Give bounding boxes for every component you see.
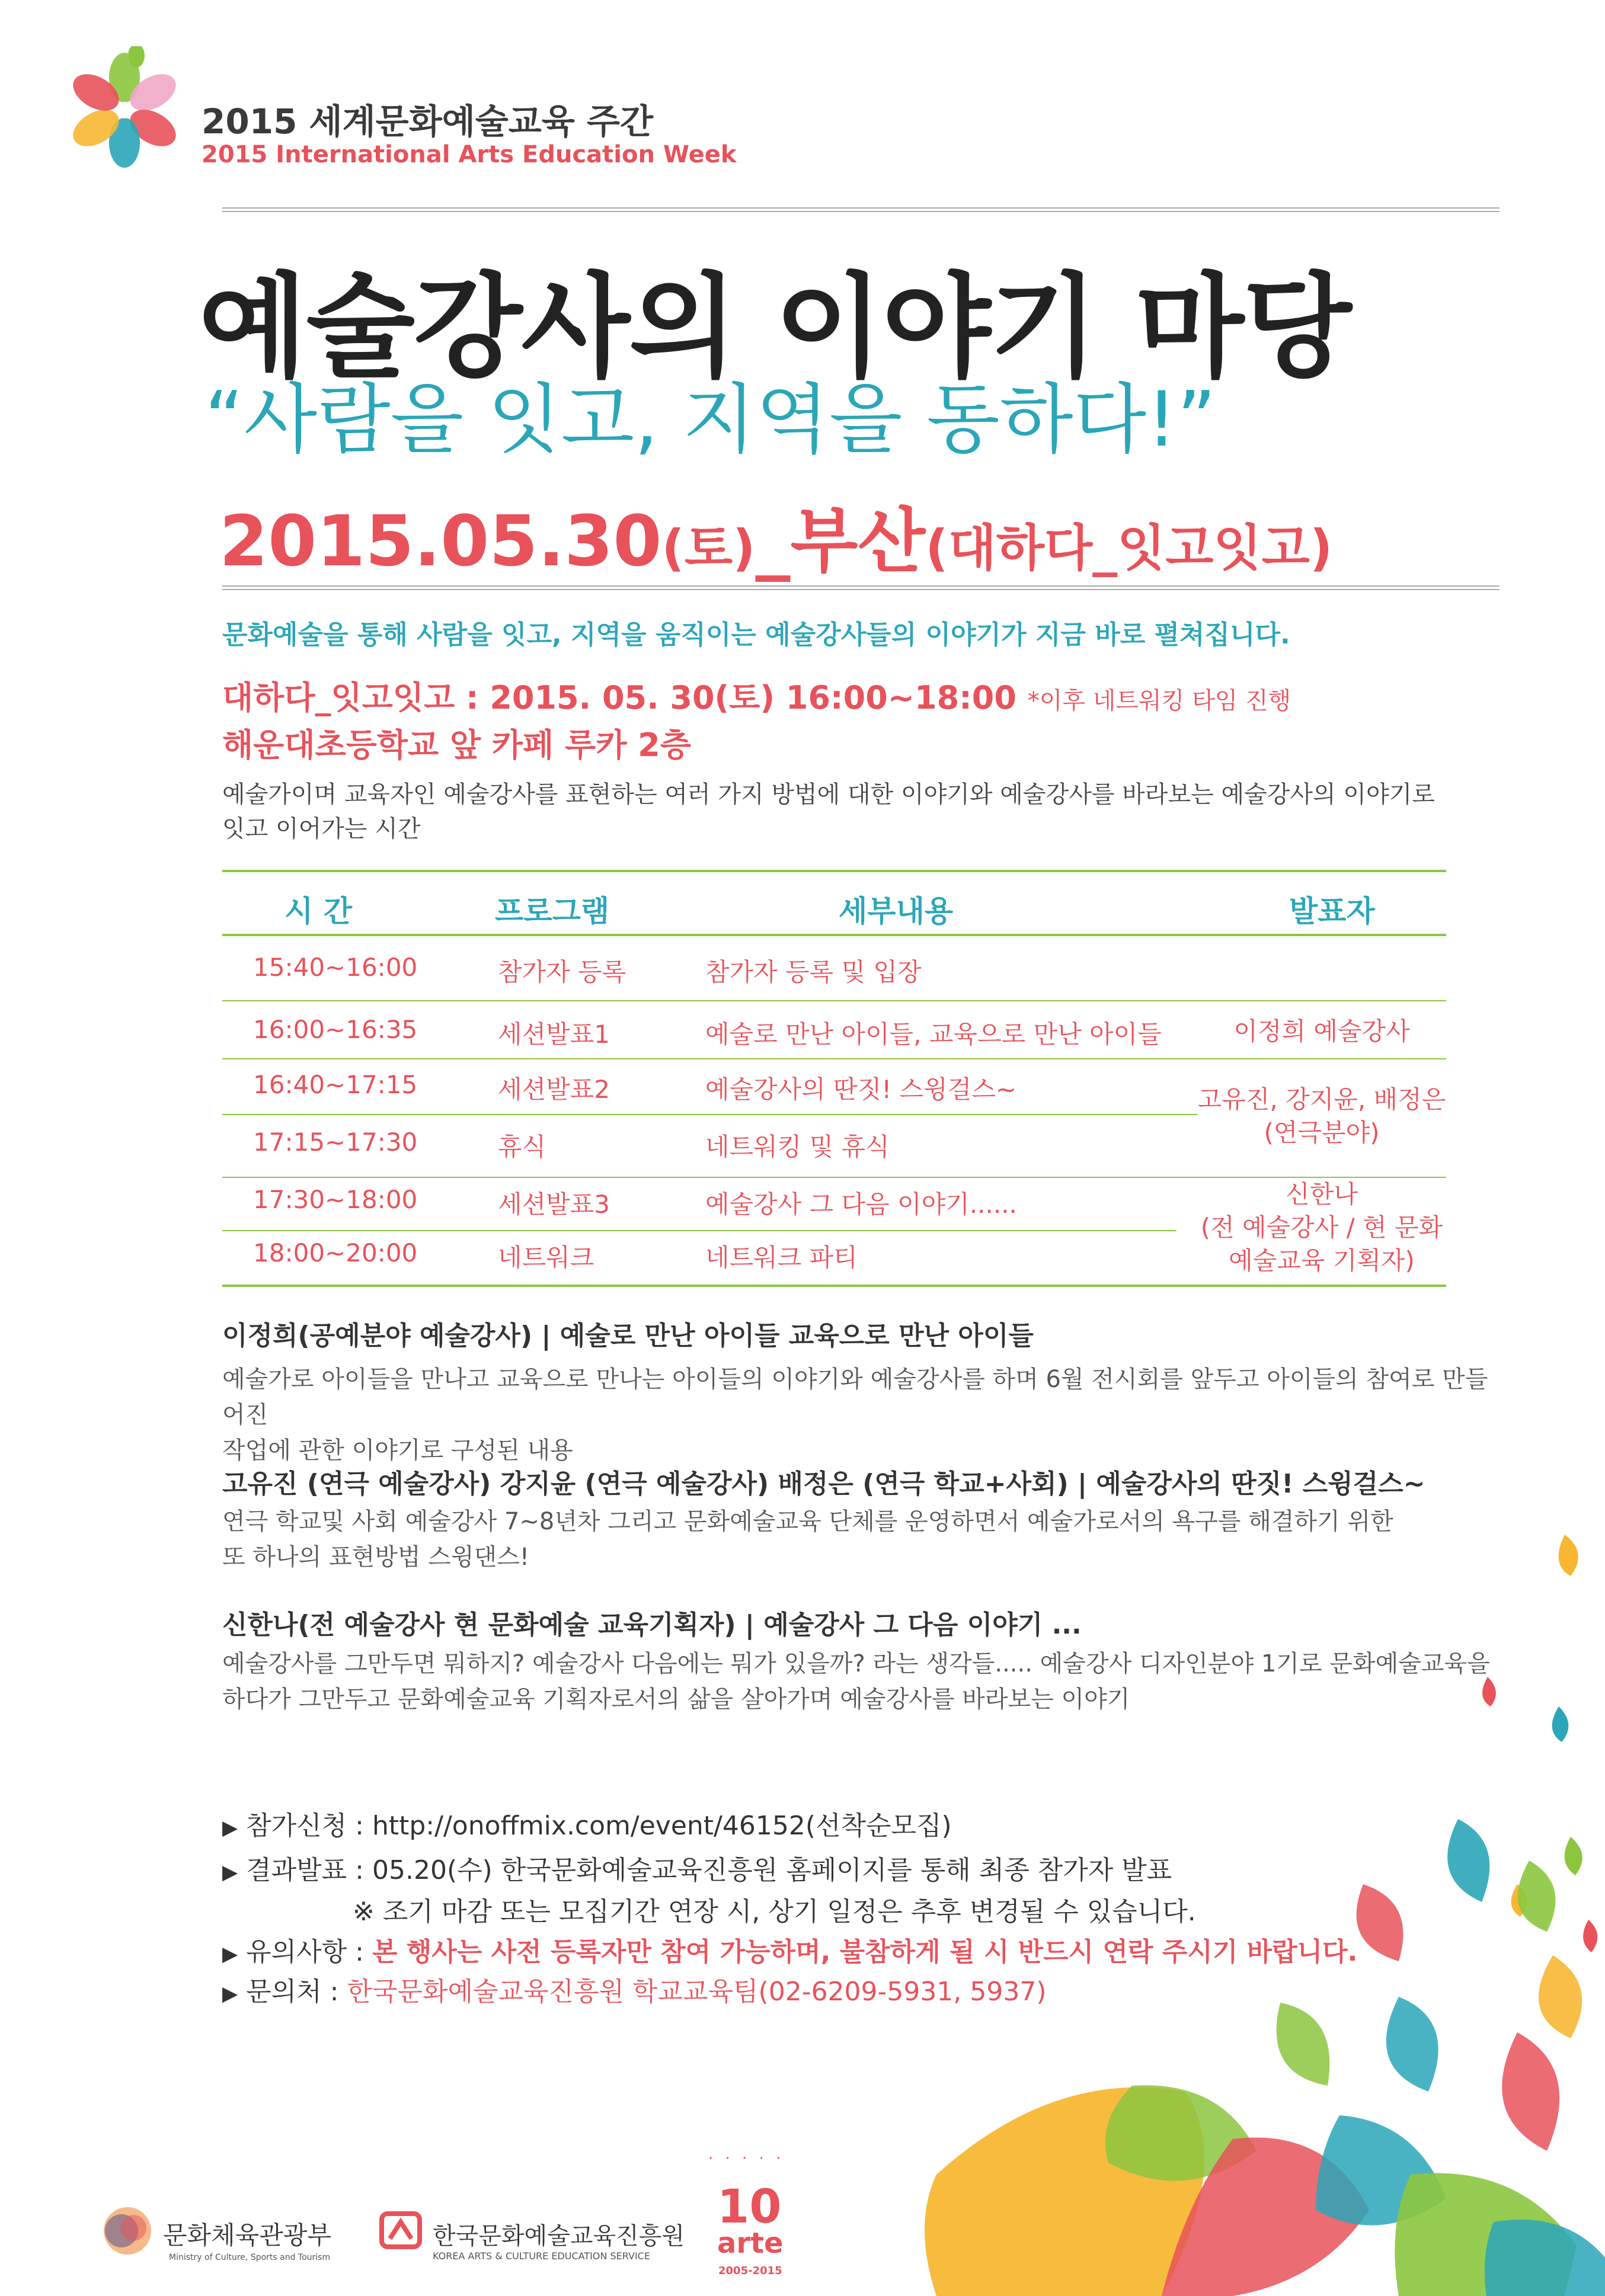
info-notice: ▶ 유의사항 : 본 행사는 사전 등록자만 참여 가능하며, 불참하게 될 시 반드시 연락 주시기 바랍니다. xyxy=(222,1937,1358,1967)
program-table xyxy=(222,870,1446,1289)
section-heading: 고유진 (연극 예술강사) 강지윤 (연극 예술강사) 배정은 (연극 학교+사회) | 예술강사의 딴짓! 스윙걸스~ xyxy=(222,1469,1425,1499)
section-body: 예술강사를 그만두면 뭐하지? 예술강사 다음에는 뭐가 있을까? 라는 생각들..... 예술강사 디자인분야 1기로 문화예술교육을 하다가 그만두고 문화예술교육 기획자로서의 삶을 살아가며 예술강사를 바라보는 이야기 xyxy=(222,1650,1490,1713)
event-dateline xyxy=(219,485,1332,585)
arte-years: 2005-2015 xyxy=(718,2265,782,2277)
table-header-detail: 세부내용 xyxy=(839,894,954,928)
table-cell-program: 네트워크 xyxy=(498,1243,594,1272)
apply-link[interactable]: http://onoffmix.com/event/46152(선착순모집) xyxy=(372,1811,952,1841)
decorative-petals-large xyxy=(925,1807,1605,2296)
event-name-ko: 2015 세계문화예술교육 주간 xyxy=(202,101,654,142)
city: 부산 xyxy=(790,500,926,582)
info-result: ▶ 결과발표 : 05.20(수) 한국문화예술교육진흥원 홈페이지를 통해 최종 참가자 발표 xyxy=(222,1855,1172,1885)
table-header-presenter: 발표자 xyxy=(1289,894,1375,928)
info-contact: ▶ 문의처 : 한국문화예술교육진흥원 학교교육팀(02-6209-5931, 5937) xyxy=(222,1977,1047,2007)
table-cell-time: 16:40~17:15 xyxy=(253,1070,418,1099)
table-cell-program: 세션발표3 xyxy=(498,1190,610,1219)
arte-name: arte xyxy=(717,2227,784,2260)
festival-flower-logo xyxy=(62,46,187,171)
table-cell-time: 15:40~16:00 xyxy=(253,953,418,982)
arte-dots-icon: · · · · · xyxy=(708,2150,785,2167)
table-header-time: 시 간 xyxy=(284,894,353,928)
table-cell-detail: 네트워크 파티 xyxy=(705,1243,858,1272)
triangle-bullet-icon: ▶ xyxy=(222,1861,238,1884)
poster-title: 예술강사의 이야기 마당 xyxy=(199,262,1351,393)
kaces-name-en: KOREA ARTS & CULTURE EDUCATION SERVICE xyxy=(433,2250,650,2262)
arte-10-mark: 10 xyxy=(717,2180,782,2234)
table-cell-detail: 예술강사 그 다음 이야기...... xyxy=(705,1190,1017,1219)
table-cell-detail: 예술강사의 딴짓! 스윙걸스~ xyxy=(705,1075,1017,1104)
event-name-en: 2015 International Arts Education Week xyxy=(202,141,737,168)
table-bottom-rule xyxy=(222,1285,1446,1287)
event-time xyxy=(222,673,1291,718)
day: (토) xyxy=(661,519,756,577)
section-body: 예술가로 아이들을 만나고 교육으로 만나는 아이들의 이야기와 예술강사를 하며 6월 전시회를 앞두고 아이들의 참여로 만들어진 작업에 관한 이야기로 구성된 내용 xyxy=(222,1366,1488,1464)
presenter-3: 신한나 (전 예술강사 / 현 문화 예술교육 기획자) xyxy=(1200,1180,1443,1275)
triangle-bullet-icon: ▶ xyxy=(222,1816,238,1840)
table-cell-detail: 예술로 만난 아이들, 교육으로 만난 아이들 xyxy=(705,1020,1162,1049)
table-cell-program: 휴식 xyxy=(498,1132,546,1161)
event-time-note: *이후 네트워킹 타임 진행 xyxy=(1027,687,1291,715)
table-cell-time: 17:30~18:00 xyxy=(253,1185,418,1214)
info-result-note: ※ 조기 마감 또는 모집기간 연장 시, 상기 일정은 추후 변경될 수 있습니다. xyxy=(353,1897,1196,1927)
table-cell-time: 17:15~17:30 xyxy=(253,1128,418,1157)
info-apply: ▶ 참가신청 : http://onoffmix.com/event/46152(선착순모집) xyxy=(222,1811,952,1841)
divider-top xyxy=(222,207,1500,212)
table-header-program: 프로그램 xyxy=(495,894,610,928)
ministry-emblem xyxy=(95,2198,160,2263)
table-cell-time: 18:00~20:00 xyxy=(253,1238,418,1267)
table-cell-program: 세션발표1 xyxy=(498,1020,610,1049)
venue: (대하다_잇고잇고) xyxy=(925,519,1333,577)
lead-text: 문화예술을 통해 사람을 잇고, 지역을 움직이는 예술강사들의 이야기가 지금 바로 펼쳐집니다. xyxy=(222,620,1290,650)
section-heading: 이정희(공예분야 예술강사) | 예술로 만난 아이들 교육으로 만난 아이들 xyxy=(222,1321,1034,1351)
section-body: 연극 학교및 사회 예술강사 7~8년차 그리고 문화예술교육 단체를 운영하면서 예술가로서의 욕구를 해결하기 위한 또 하나의 표현방법 스윙댄스! xyxy=(222,1508,1393,1571)
table-cell-program: 세션발표2 xyxy=(498,1075,610,1104)
event-description: 예술가이며 교육자인 예술강사를 표현하는 여러 가지 방법에 대한 이야기와 예술강사를 바라보는 예술강사의 이야기로 잇고 이어가는 시간 xyxy=(222,781,1435,843)
event-time-text: 대하다_잇고잇고 : 2015. 05. 30(토) 16:00~18:00 xyxy=(222,679,1016,716)
triangle-bullet-icon: ▶ xyxy=(222,1942,238,1966)
table-cell-detail: 네트워킹 및 휴식 xyxy=(705,1132,890,1161)
ministry-name-en: Ministry of Culture, Sports and Tourism xyxy=(169,2253,331,2262)
table-header-rule xyxy=(222,934,1446,936)
event-place: 해운대초등학교 앞 카페 루카 2층 xyxy=(222,726,691,764)
divider-mid xyxy=(222,585,1500,590)
table-cell-time: 16:00~16:35 xyxy=(253,1015,418,1044)
table-cell-detail: 참가자 등록 및 입장 xyxy=(705,958,922,987)
triangle-bullet-icon: ▶ xyxy=(222,1982,238,2006)
presenter-1: 이정희 예술강사 xyxy=(1233,1017,1410,1046)
section-heading: 신한나(전 예술강사 현 문화예술 교육기획자) | 예술강사 그 다음 이야기 ... xyxy=(222,1610,1082,1640)
ministry-name-ko: 문화체육관광부 xyxy=(163,2221,332,2250)
kaces-name-ko: 한국문화예술교육진흥원 xyxy=(433,2223,685,2250)
poster-subtitle: “사람을 잇고, 지역을 동하다!” xyxy=(204,376,1216,464)
table-top-rule xyxy=(222,870,1446,872)
date: 2015.05.30 xyxy=(219,500,662,582)
table-cell-program: 참가자 등록 xyxy=(498,958,626,987)
separator: _ xyxy=(755,500,791,582)
kaces-logo-icon xyxy=(379,2209,422,2252)
presenter-2: 고유진, 강지윤, 배정은 (연극분야) xyxy=(1197,1085,1446,1147)
